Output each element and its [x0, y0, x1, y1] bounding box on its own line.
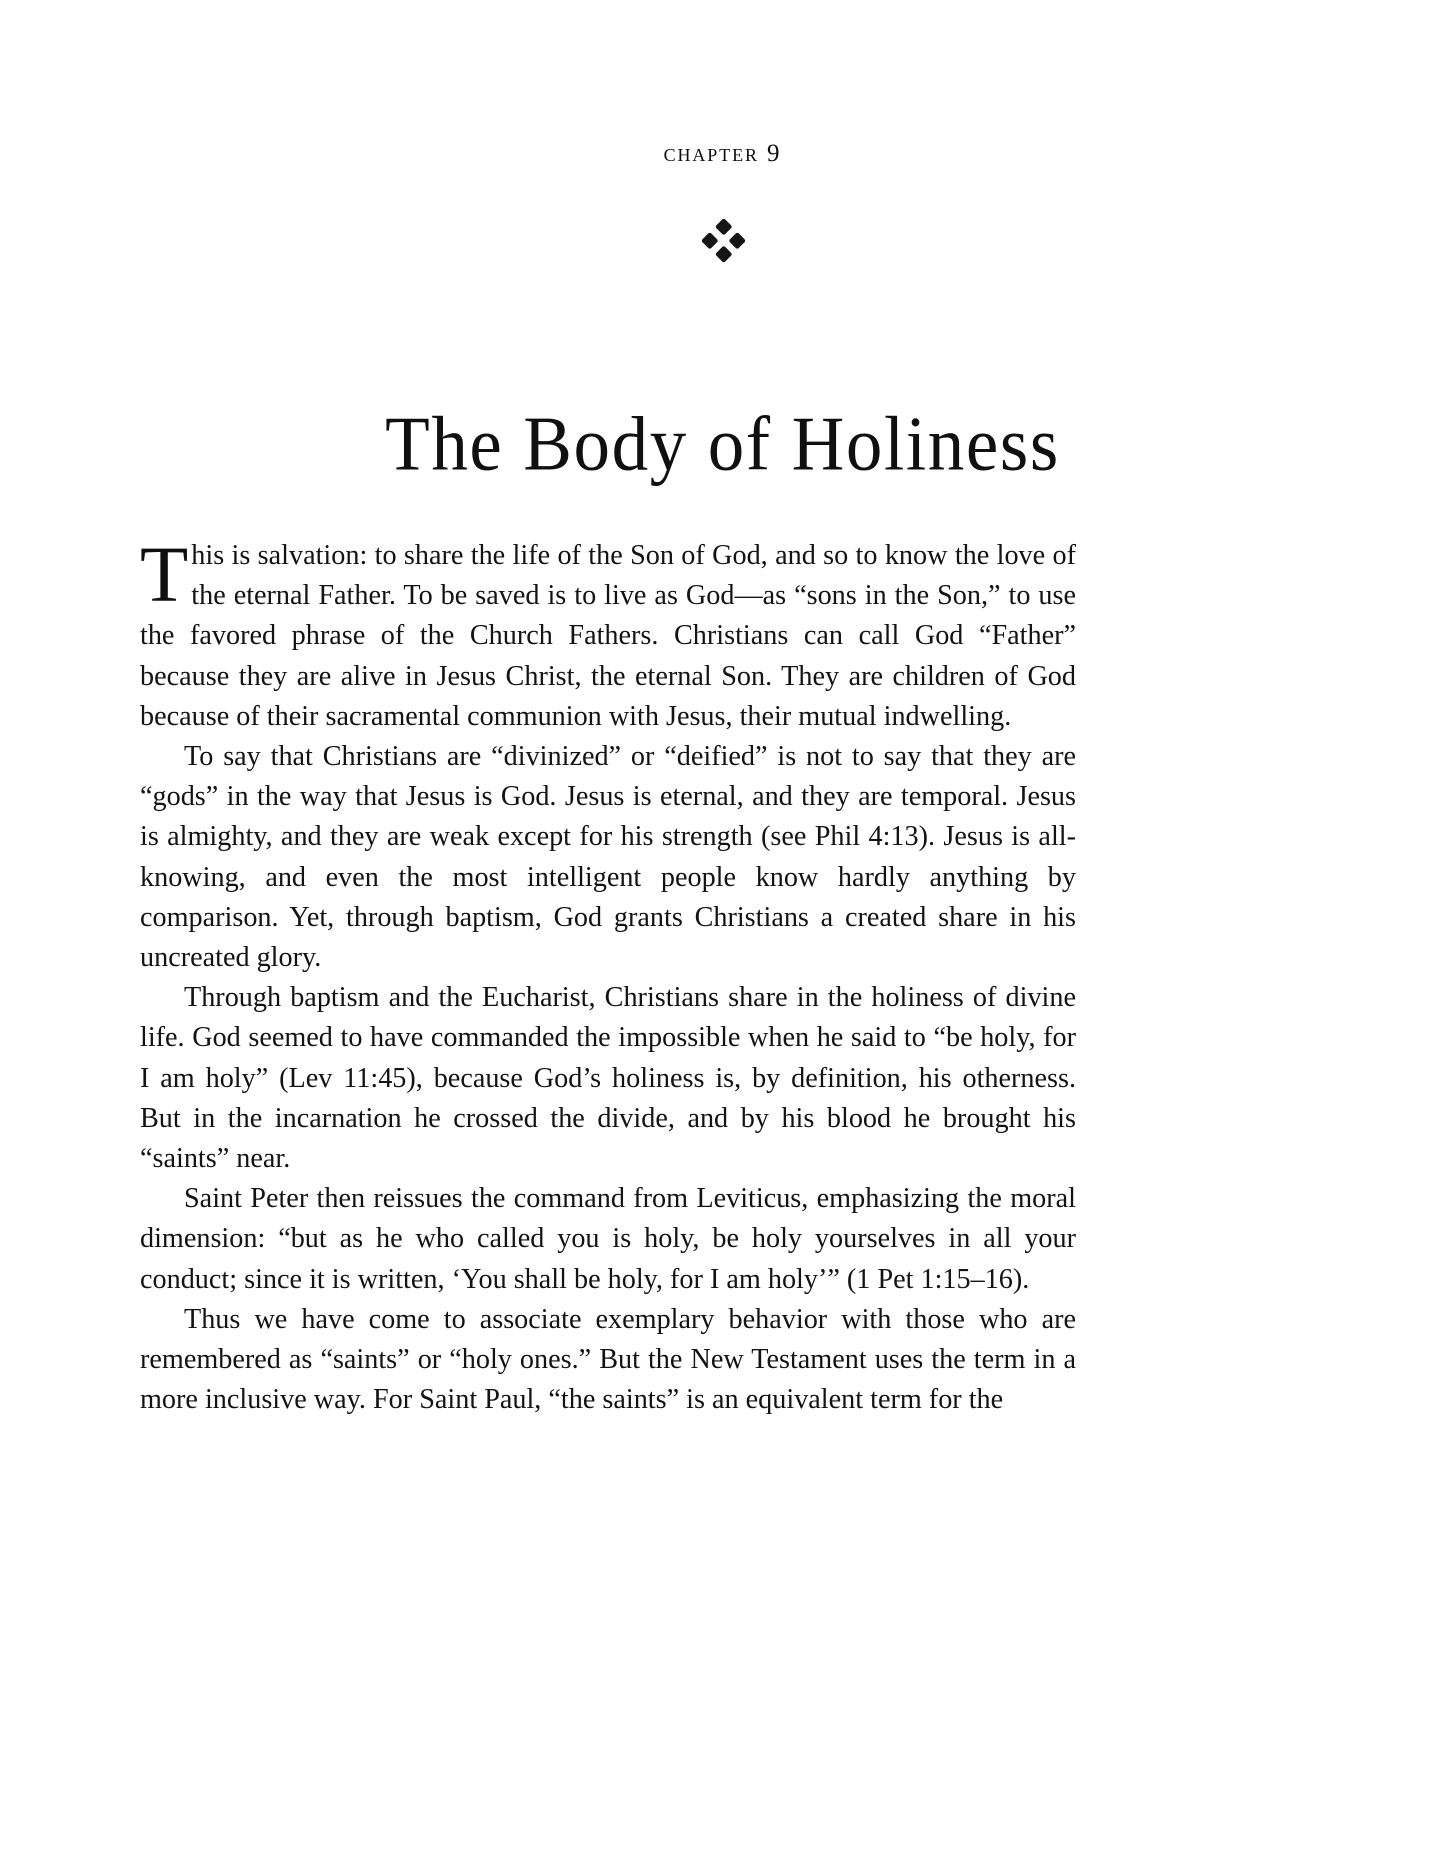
page-title: The Body of Holiness	[385, 400, 1060, 487]
paragraph: Saint Peter then reissues the command from Leviticus, emphasizing the moral dimension: “but as he who called you is holy, be holy yourselves in all your conduct; since it is written, ‘You shall be holy, for I am holy’” (1 Pet 1:15–16).	[140, 1183, 1076, 1295]
chapter-number-label: chapter 9	[663, 140, 782, 167]
paragraph: Thus we have come to associate exemplary behavior with those who are remembered as “saints” or “holy ones.” But the New Testament uses the term in a more inclusive way. For Saint Paul, “the saints” is an equivalent term for the	[140, 1303, 1076, 1416]
body-text-block	[140, 532, 1076, 1420]
paragraph: To say that Christians are “divinized” or “deified” is not to say that they are “gods” in the way that Jesus is God. Jesus is eternal, and they are temporal. Jesus is almighty, and they are weak except for his strength (see Phil 4:13). Jesus is all-knowing, and even the most intelligent people know hardly anything by comparison. Yet, through baptism, God grants Christians a created share in his uncreated glory.	[140, 741, 1076, 974]
paragraph: This is salvation: to share the life of the Son of God, and so to know the love of the eternal Father. To be saved is to live as God—as “sons in the Son,” to use the favored phrase of the Church Fathers. Christians can call God “Father” because they are alive in Jesus Christ, the eternal Son. They are children of God because of their sacramental communion with Jesus, their mutual indwelling.	[140, 532, 1076, 732]
paragraph: Through baptism and the Eucharist, Christians share in the holiness of divine life. God seemed to have commanded the impossible when he said to “be holy, for I am holy” (Lev 11:45), because God’s holiness is, by definition, his otherness. But in the incarnation he crossed the divide, and by his blood he brought his “saints” near.	[140, 982, 1076, 1175]
four-diamond-fleuron-icon	[0, 216, 1445, 268]
